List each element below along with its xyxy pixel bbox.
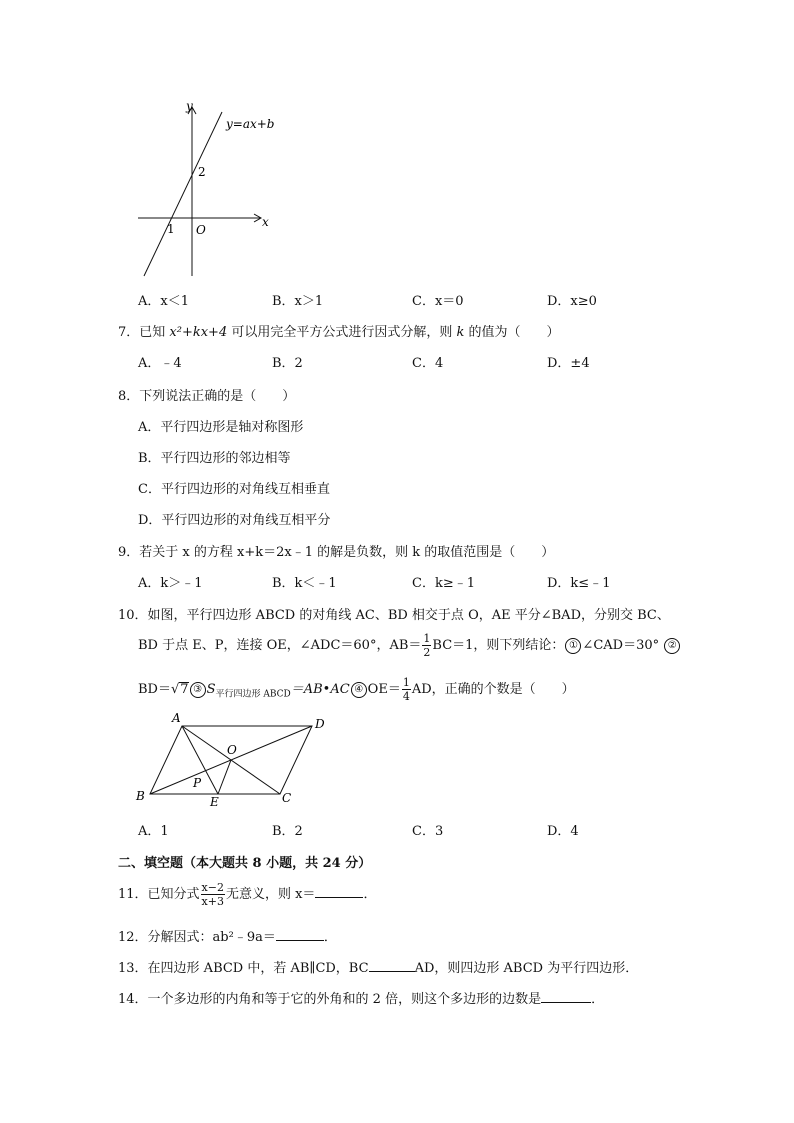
q12-end: ． [323, 930, 337, 945]
q7-expr: x²+kx+4 [169, 325, 228, 340]
q6-option-c[interactable]: C．x＝0 [412, 294, 464, 309]
q6-option-b[interactable]: B．x＞1 [272, 294, 324, 309]
q8-option-c[interactable]: C．平行四边形的对角线互相垂直 [138, 482, 330, 497]
q10-parallelogram-figure [130, 708, 340, 813]
q10-line2-c: ∠CAD＝30° [582, 638, 660, 653]
q14-prefix: 14．一个多边形的内角和等于它的外角和的 2 倍，则这个多边形的边数是 [118, 992, 542, 1007]
q13-suffix: AD，则四边形 ABCD 为平行四边形． [414, 961, 639, 976]
circled-1: ① [565, 638, 581, 654]
y-axis-label: y [186, 99, 193, 113]
q11 [118, 882, 376, 907]
q10-option-c[interactable]: C．3 [412, 824, 444, 839]
q10-line3-d: OE＝ [367, 682, 401, 697]
q13-prefix: 13．在四边形 ABCD 中，若 AB∥CD，BC [118, 961, 369, 976]
q10-line1: 10．如图，平行四边形 ABCD 的对角线 AC、BD 相交于点 O，AE 平分∠BAD，分别交 BC、 [118, 608, 670, 623]
point-c-label: C [282, 791, 292, 805]
q11-answer-blank[interactable] [315, 886, 363, 898]
q10-line3-c: ＝AB•AC [290, 682, 350, 697]
q13 [118, 957, 638, 976]
point-b-label: B [136, 789, 145, 803]
q9-option-b[interactable]: B．k＜﹣1 [272, 576, 337, 591]
q7-option-c[interactable]: C．4 [412, 356, 444, 371]
q8-option-d[interactable]: D．平行四边形的对角线互相平分 [138, 513, 331, 528]
point-d-label: D [315, 717, 325, 731]
x-axis-label: x [262, 215, 269, 229]
point-a-label: A [172, 711, 181, 725]
q11-fraction [201, 882, 225, 907]
circled-2: ② [664, 638, 680, 654]
q11-end: ． [363, 887, 377, 902]
q10-line2-a: BD 于点 E、P，连接 OE，∠ADC＝60°，AB＝ [138, 638, 422, 653]
q6-option-d[interactable]: D．x≥0 [547, 294, 597, 309]
q10-option-a[interactable]: A．1 [138, 824, 169, 839]
frac-quarter-num: 1 [402, 676, 410, 689]
q12-prefix: 12．分解因式：ab²﹣9a＝ [118, 930, 276, 945]
q10-line3-b: S [206, 682, 216, 697]
q7-k: k [456, 325, 465, 340]
q7-num: 7．已知 [118, 325, 170, 340]
q6-graph [130, 98, 280, 280]
q10-frac-half [422, 633, 431, 658]
q10-line3-e: AD，正确的个数是（ ） [411, 682, 575, 697]
q8-option-b[interactable]: B．平行四边形的邻边相等 [138, 451, 291, 466]
circled-3: ③ [190, 682, 206, 698]
q9-option-a[interactable]: A．k＞﹣1 [138, 576, 203, 591]
q10-line3 [138, 677, 575, 702]
q12 [118, 926, 337, 945]
q11-frac-den: x+3 [201, 895, 224, 908]
q9-option-d[interactable]: D．k≤﹣1 [547, 576, 611, 591]
q10-line3-a: BD＝ [138, 682, 171, 697]
function-line [144, 112, 222, 276]
q11-frac-num: x−2 [201, 881, 224, 894]
q7-tail: 的值为（ ） [464, 325, 560, 340]
q11-prefix: 11．已知分式 [118, 887, 200, 902]
q7-mid: 可以用完全平方公式进行因式分解，则 [227, 325, 457, 340]
q7-stem [118, 321, 560, 340]
q7-option-b[interactable]: B．2 [272, 356, 303, 371]
q14-answer-blank[interactable] [541, 991, 591, 1003]
q14 [118, 988, 604, 1007]
circled-4: ④ [351, 682, 367, 698]
point-o-label: O [227, 743, 237, 757]
point-p-label: P [193, 776, 202, 790]
q10-line2 [138, 633, 681, 658]
x-intercept-label: 1 [167, 222, 175, 236]
frac-half-num: 1 [423, 632, 431, 645]
q9-stem: 9．若关于 x 的方程 x+k＝2x﹣1 的解是负数，则 k 的取值范围是（ ） [118, 545, 555, 560]
q13-answer-blank[interactable] [369, 960, 415, 972]
q6-option-a[interactable]: A．x＜1 [138, 294, 189, 309]
q10-option-d[interactable]: D．4 [547, 824, 579, 839]
origin-label: O [196, 223, 206, 237]
sqrt-value: 7 [180, 682, 189, 697]
q10-frac-quarter [402, 677, 411, 702]
section-heading-fill-blank: 二、填空题（本大题共 8 小题，共 24 分） [118, 856, 372, 871]
point-e-label: E [210, 795, 219, 809]
frac-half-den: 2 [423, 646, 431, 659]
q11-suffix: 无意义，则 x＝ [225, 887, 316, 902]
q12-answer-blank[interactable] [276, 929, 324, 941]
q8-option-a[interactable]: A．平行四边形是轴对称图形 [138, 420, 304, 435]
frac-quarter-den: 4 [402, 690, 410, 703]
q7-option-a[interactable]: A．﹣4 [138, 356, 182, 371]
q10-line3-sub: 平行四边形 ABCD [215, 689, 291, 700]
sqrt-sign: √ [170, 682, 180, 697]
q8-stem: 8．下列说法正确的是（ ） [118, 389, 296, 404]
y-intercept-label: 2 [198, 165, 206, 179]
q9-option-c[interactable]: C．k≥﹣1 [412, 576, 475, 591]
function-label: y=ax+b [226, 117, 275, 131]
q10-option-b[interactable]: B．2 [272, 824, 303, 839]
q7-option-d[interactable]: D．±4 [547, 356, 590, 371]
q10-line2-b: BC＝1，则下列结论： [432, 638, 565, 653]
q14-end: ． [591, 992, 605, 1007]
